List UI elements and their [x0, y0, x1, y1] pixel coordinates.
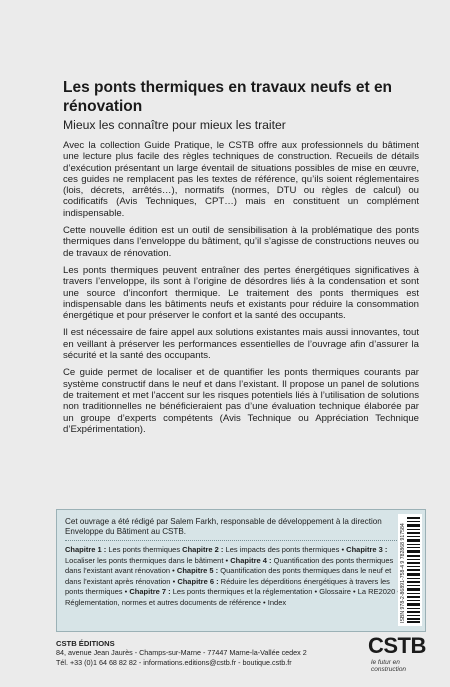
separator-dot: • — [341, 545, 345, 554]
extra-section: Glossaire — [319, 587, 351, 596]
book-subtitle: Mieux les connaître pour mieux les traiter — [63, 118, 286, 132]
cstb-logo — [368, 633, 430, 673]
separator-dot: • — [124, 587, 128, 596]
chapter-title: Les ponts thermiques et la réglementation — [172, 587, 313, 596]
chapter-label: Chapitre 6 : — [177, 576, 219, 586]
separator-dot: • — [263, 597, 266, 607]
publisher-footer — [56, 639, 386, 667]
separator-dot: • — [314, 587, 318, 596]
publisher-contact: Tél. +33 (0)1 64 68 82 82 - informations.editions@cstb.fr - boutique.cstb.fr — [56, 657, 292, 667]
chapter-title: Les ponts thermiques — [108, 545, 181, 554]
extra-section: Réglementation, normes et autres documents de référence — [65, 597, 261, 607]
ean-text: 9 782868 917584 — [400, 523, 406, 564]
description-body — [63, 140, 419, 441]
chapter-title: Réduire les déperditions énergétiques à travers les ponts thermiques — [65, 576, 390, 596]
barcode-bars — [407, 517, 420, 623]
separator-dot: • — [353, 587, 356, 596]
extra-section: Index — [267, 597, 287, 607]
chapter-label: Chapitre 4 : — [230, 555, 272, 565]
paragraph: Cette nouvelle édition est un outil de sensibilisation à la problématique des ponts thermiques dans l’enveloppe du bâtiment, qu’il s’agisse de constructions neuves ou de travaux de rénovation. — [63, 225, 419, 259]
separator-dot: • — [172, 576, 176, 586]
author-credit: Cet ouvrage a été rédigé par Salem Farkh, responsable de développement à la direction Enveloppe du Bâtiment au CSTB. — [65, 517, 382, 536]
chapter-title: Quantification des ponts thermiques dans le neuf et dans l’existant après rénovation — [65, 566, 392, 586]
isbn-label — [400, 517, 407, 623]
extra-section: La RE2020 — [357, 587, 396, 596]
paragraph: Il est nécessaire de faire appel aux solutions existantes mais aussi innovantes, tout en veillant à préserver les performances essentielles de l’ouvrage afin d’assurer la sécurité et la santé des occupants. — [63, 327, 419, 362]
paragraph: Les ponts thermiques peuvent entraîner des pertes énergétiques significatives à travers l’enveloppe, ils sont à l’origine de désordres liés à la condensation et sont une source d’inconfort thermique. Le traitement des ponts thermiques est indispensable dans les bâtiments neufs et existants pour réduire la consommation énergétique et pour préserver le confort et la santé des occupants. — [63, 264, 419, 322]
chapter-label: Chapitre 3 : — [346, 545, 388, 554]
isbn-text: ISBN 978-2-86891-758-4 — [400, 565, 406, 623]
chapter-label: Chapitre 2 : — [182, 545, 224, 554]
dotted-divider — [65, 540, 415, 541]
paragraph: Ce guide permet de localiser et de quantifier les ponts thermiques courants par système constructif dans le neuf et dans l’existant. Il propose un panel de solutions de traitement et met l’accent sur les risques potentiels liés à l’utilisation de solutions non traditionnelles ne bénéficieraient pas d’une évaluation technique élaborée par un groupe d’experts compétents (Avis Technique ou Appréciation Technique d’Expérimentation). — [63, 367, 419, 435]
chapter-label: Chapitre 1 : — [65, 545, 107, 554]
chapter-label: Chapitre 5 : — [176, 566, 219, 575]
separator-dot: • — [172, 566, 175, 575]
book-title: Les ponts thermiques en travaux neufs et en rénovation — [63, 79, 393, 115]
chapter-label: Chapitre 7 : — [129, 587, 171, 596]
publisher-name: CSTB ÉDITIONS — [56, 639, 115, 648]
logo-mark: CSTB — [368, 633, 426, 658]
separator-dot: • — [225, 555, 229, 565]
chapter-title: Les impacts des ponts thermiques — [225, 545, 340, 554]
barcode — [398, 514, 422, 626]
contents-box — [56, 509, 426, 632]
chapter-title: Localiser les ponts thermiques dans le bâtiment — [65, 555, 224, 565]
publisher-address: 84, avenue Jean Jaurès - Champs-sur-Marne - 77447 Marne-la-Vallée cedex 2 — [56, 648, 307, 658]
chapter-list — [65, 545, 405, 608]
paragraph: Avec la collection Guide Pratique, le CSTB offre aux professionnels du bâtiment une lecture plus facile des règles techniques de construction. Recueils de détails d’exécution présentant un large éventail de situations possibles de mise en œuvre, ces guides ne remplacent pas les textes de référence, qu’ils soient réglementaires (lois, décrets, arrêtés…), normatifs (normes, DTU ou règles de calcul) ou codificatifs (Avis Techniques, CPT…) mais en constituent un complément indispensable. — [63, 140, 419, 219]
logo-tagline: le futur en construction — [371, 659, 407, 673]
chapter-title: Quantification des ponts thermiques dans l’existant avant rénovation — [65, 555, 394, 575]
